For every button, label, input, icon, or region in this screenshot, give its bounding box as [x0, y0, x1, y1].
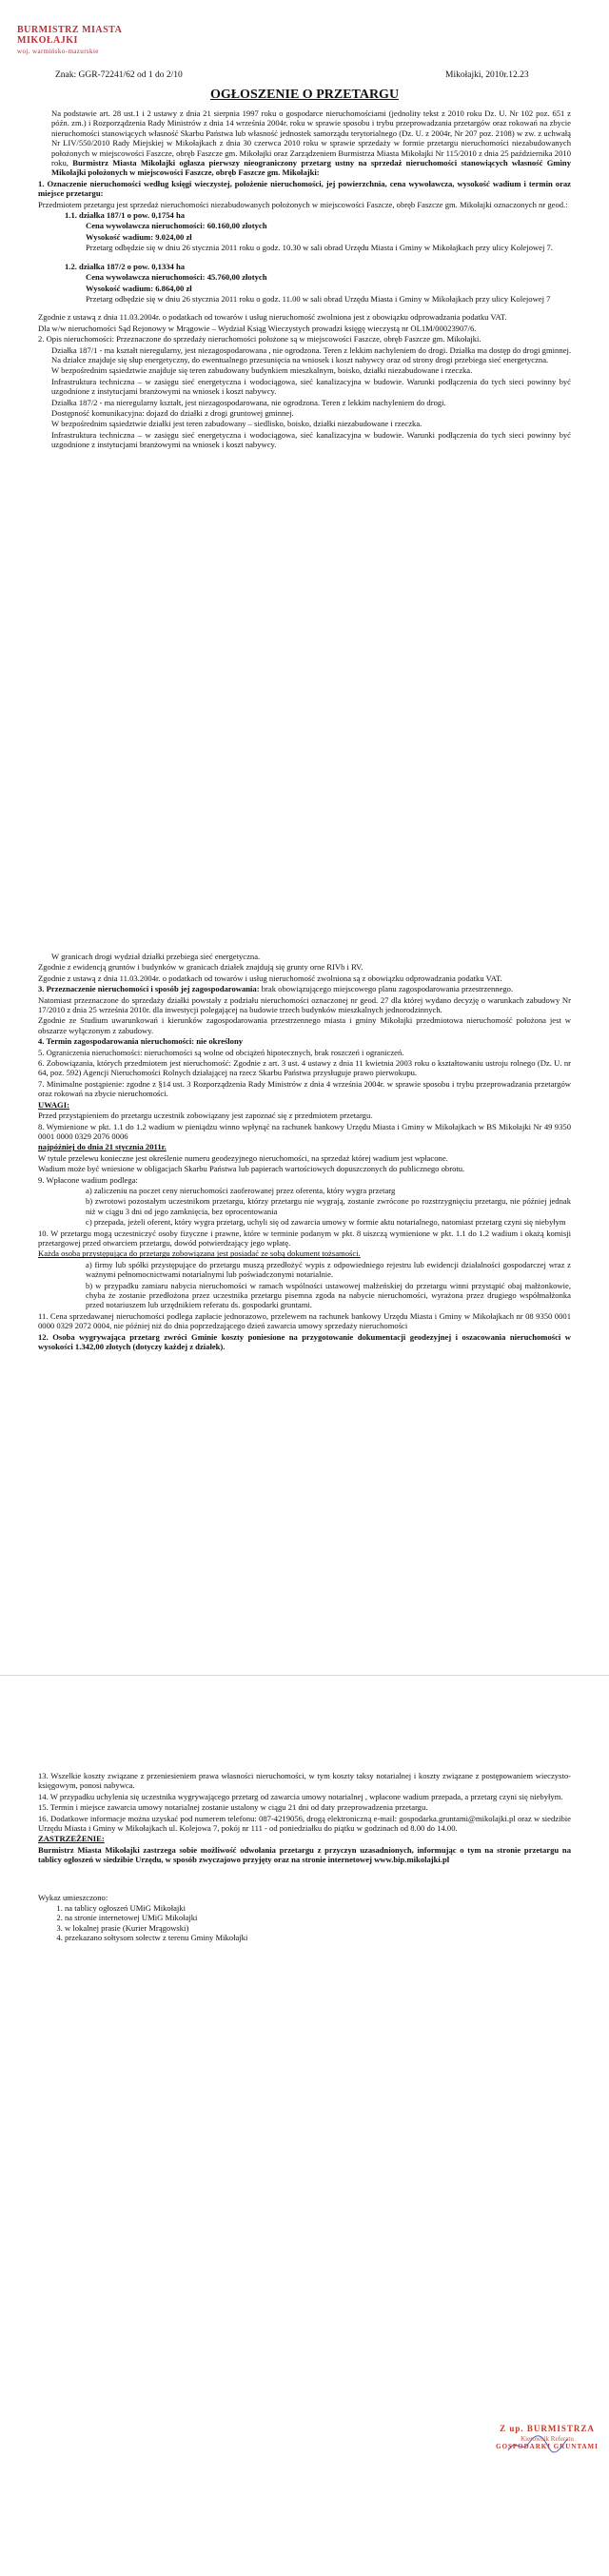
mayor-header-stamp: [17, 25, 141, 55]
reference-number: Znak: GGR-72241/62 od 1 do 2/10: [55, 70, 183, 80]
parcel-1-wadium: Wysokość wadium: 9.024,00 zł: [86, 231, 192, 242]
parcel-2-wadium: Wysokość wadium: 6.864,00 zł: [86, 283, 192, 293]
bond-note: Wadium może być wniesione w obligacjach Skarbu Państwa lub papierach wartościowych dopuszczonych do publicznego obrotu.: [38, 1164, 465, 1174]
stamp-line-2: woj. warmińsko-mazurskie: [17, 48, 99, 55]
remarks-heading: UWAGI:: [38, 1099, 69, 1110]
intro-paragraph: Na podstawie art. 28 ust.1 i 2 ustawy z dnia 21 sierpnia 1997 roku o gospodarce nieruchomościami (jednolity tekst z 2010 roku Dz. U. Nr 102 poz. 651 z późn. zm.) i Rozporządzenia Rady Ministrów z dnia 14 września 2004r. roku w sprawie sposobu i trybu przeprowadzania przetargów oraz rokowań na zbycie nieruchomości stanowiących własność Skarbu Państwa lub własność jednostek samorządu terytorialnego (Dz. U. z 2004r, Nr 207 poz. 2108) w zw. z uchwałą Nr LIV/550/2010 Rady Miejskiej w Mikołajkach z dnia 30 czerwca 2010 roku w sprawie sprzedaży w formie przetargu nieruchomości niezabudowanych położonych w miejscowości Faszcze, obręb Faszcze gm. Mikołajki oraz Zarządzeniem Burmistrza Miasta Mikołajki Nr 115/2010 z dnia 25 października 2010 roku, Burmistrz Miasta Mikołajki ogłasza pierwszy nieograniczony przetarg ustny na sprzedaż nieruchomości stanowiących własność Gminy Mikołajki położonych w miejscowości Faszcze, obręb Faszcze gm. Mikołajki:: [51, 108, 571, 178]
spacer: [38, 1879, 571, 1893]
document-date: Mikołajki, 2010r.12.23: [445, 70, 529, 80]
stamp-line-1: BURMISTRZ MIASTA MIKOŁAJKI: [17, 25, 122, 46]
stamp-line-3: GOSPODARKI GRUNTAMI: [496, 2443, 599, 2450]
spacer: [38, 1866, 571, 1879]
parcel-1-title: 1.1. działka 187/1 o pow. 0,1754 ha: [65, 210, 186, 221]
section-2-heading: 2. Opis nieruchomości: Przeznaczone do sprzedaży nieruchomości położone są w miejscowości Faszcze, obręb Faszcze gm. Mikołajki.: [38, 334, 481, 344]
parcel-2-neighbourhood: W bezpośrednim sąsiedztwie działki jest teren zabudowany – siedlisko, boisko, działki niezabudowane i rzeczka.: [51, 419, 422, 429]
section-9-a: a) zaliczeniu na poczet ceny nieruchomości zaoferowanej przez oferenta, który wygra przetarg: [86, 1185, 396, 1195]
identity-document-note: Każda osoba przystępująca do przetargu zobowiązana jest posiadać ze sobą dokument tożsamości.: [38, 1249, 361, 1259]
parcel-2-term: Przetarg odbędzie się w dniu 26 stycznia 2011 roku o godz. 11.00 w sali obrad Urzędu Miasta i Gminy w Mikołajkach przy ulicy Kolejowej 7: [86, 293, 551, 304]
section-3-detail: Natomiast przeznaczone do sprzedaży działki powstały z podziału nieruchomości oznaczonej nr geod. 27 dla której wydano decyzję o warunkach zabudowy Nr 17/2010 z dnia 25 września 2010r. dla inwestycji polegającej na budowie trzech budynków mieszkalnych jednorodzinnych.: [38, 994, 571, 1015]
parcel-1-description: Działka 187/1 - ma kształt nieregularny, jest niezagospodarowana , nie ogrodzona. Teren z lekkim nachyleniem do drogi. Działka ma dostęp do drogi gminnej. Na działce znajduje się słup energetyczny, do ewentualnego przesunięcia na wniosek i koszt nabywcy oraz od strony drogi przebiega sieć energetyczna.: [51, 344, 571, 364]
transfer-title-note: W tytule przelewu konieczne jest określenie numeru geodezyjnego nieruchomości, na sprzedaż której wadium jest wpłacone.: [38, 1152, 448, 1163]
placement-list: [38, 1903, 571, 1943]
section-15: 15. Termin i miejsce zawarcia umowy notarialnej zostanie ustalony w ciągu 21 dni od daty przeprowadzenia przetargu.: [38, 1802, 428, 1813]
parcel-2-infrastructure: Infrastruktura techniczna – w zasięgu sieć energetyczna i wodociągowa, sieć kanalizacyjna w budowie. Warunki podłączenia do tych sieci powinny być uzgodnione z instytucjami branżowymi na wniosek i koszt nabywcy.: [51, 429, 571, 450]
land-class-note: Zgodnie z ewidencją gruntów i budynków w granicach działek znajdują się grunty orne RIVb i RV.: [38, 962, 363, 973]
vat-note: Zgodnie z ustawą z dnia 11.03.2004r. o podatkach od towarów i usług nieruchomość zwolniona jest z obowiązku odprowadzania podatku VAT.: [38, 312, 507, 323]
parcel-1-neighbourhood: W bezpośrednim sąsiedztwie znajduje się teren zabudowany budynkiem mieszkalnym, boisko, działki niezabudowane i rzeczka.: [51, 365, 473, 376]
section-3: 3. Przeznaczenie nieruchomości i sposób jej zagospodarowania: brak obowiązującego miejscowego planu zagospodarowania przestrzennego.: [38, 984, 514, 994]
stamp-line-1: Z up. BURMISTRZA: [500, 2424, 595, 2433]
section-10-a: a) firmy lub spółki przystępujące do przetargu muszą przedłożyć wypis z odpowiedniego rejestru lub ewidencji działalności gospodarczej wraz z ważnymi pełnomocnictwami notarialnymi lub poświadczonymi notarialnie.: [86, 1259, 571, 1280]
section-10: 10. W przetargu mogą uczestniczyć osoby fizyczne i prawne, które w terminie podanym w pkt. 8 uiszczą wymienione w pkt. 1.1 do 1.2 wadium i okażą komisji przetargowej przed otwarciem przetargu, dowód potwierdzający jego wpłatę.: [38, 1228, 571, 1248]
land-register-note: Dla w/w nieruchomości Sąd Rejonowy w Mrągowie – Wydział Ksiąg Wieczystych prowadzi księgę wieczystą nr OL1M/00023907/6.: [38, 323, 477, 333]
handwritten-signature: [504, 2429, 571, 2458]
power-line-note: W granicach drogi wydział działki przebiega sieć energetyczna.: [51, 952, 261, 961]
section-3-study: Zgodnie ze Studium uwarunkowań i kierunków zagospodarowania przestrzennego miasta i gminy Mikołajki przedmiotowa nieruchomość położona jest w obszarze wyłączonym z zabudowy.: [38, 1015, 571, 1035]
section-intro: [38, 108, 571, 451]
section-10-b: b) w przypadku zamiaru nabycia nieruchomości w ramach wspólności ustawowej małżeńskiej do przetargu winni przystąpić obaj małżonkowie, chyba że zostanie przedłożona przez uczestnika przetargu pisemna zgoda na nabycie nieruchomości, wyrażona przez drugiego współmałżonka przed notariuszem lub urzędnikiem referatu ds. gospodarki gruntami.: [86, 1280, 571, 1310]
section-8: 8. Wymienione w pkt. 1.1 do 1.2 wadium w pieniądzu winno wpłynąć na rachunek bankowy Urzędu Miasta i Gminy w Mikołajkach w BS Mikołajki Nr 49 9350 0001 0000 0329 2076 0006: [38, 1121, 571, 1141]
placement-heading: Wykaz umieszczono:: [38, 1892, 108, 1902]
section-16: 16. Dodatkowe informacje można uzyskać pod numerem telefonu: 087-4219056, drogą elektroniczną e-mail: gospodarka.gruntami@mikolajki.pl oraz w siedzibie Urzędu Miasta i Gminy w Mikołajkach ul. Kolejowa 7, pokój nr 111 - od poniedziałku do piątku w godzinach od 8.00 do 14.00.: [38, 1813, 571, 1834]
document-title: OGŁOSZENIE O PRZETARGU: [209, 88, 400, 102]
parcel-2-access: Dostępność komunikacyjna: dojazd do działki z drogi gruntowej gminnej.: [51, 407, 294, 418]
spacer: [38, 254, 571, 262]
section-1-text: Przedmiotem przetargu jest sprzedaż nieruchomości niezabudowanych położonych w miejscowości Faszcze, obręb Faszcze gm. Mikołajki oznaczonych nr geod.:: [38, 199, 568, 209]
parcel-1-price: Cena wywoławcza nieruchomości: 60.160,00 złotych: [86, 221, 267, 231]
list-item: 3. w lokalnej prasie (Kurier Mrągowski): [65, 1923, 571, 1933]
section-11: 11. Cena sprzedawanej nieruchomości podlega zapłacie jednorazowo, przelewem na rachunek bankowy Urzędu Miasta i Gminy w Mikołajkach nr 08 9350 0001 0000 0329 2072 0004, nie później niż do dnia poprzedzającego dzień zawarcia umowy sprzedaży nieruchomości: [38, 1310, 571, 1331]
spacer: [38, 305, 571, 312]
section-9: 9. Wpłacone wadium podlega:: [38, 1174, 138, 1185]
section-6: 6. Zobowiązania, których przedmiotem jest nieruchomość: Zgodnie z art. 3 ust. 4 ustawy z dnia 11 kwietnia 2003 roku o kształtowaniu ustroju rolnego (Dz. U. nr 64, poz. 592) Agencji Nieruchomości Rolnych działającej na rzecz Skarbu Państwa przysługuje prawo pierwokupu.: [38, 1058, 571, 1078]
list-item: 4. przekazano sołtysom sołectw z terenu Gminy Mikołajki: [65, 1933, 571, 1942]
remarks-text: Przed przystąpieniem do przetargu uczestnik zobowiązany jest zapoznać się z przedmiotem przetargu.: [38, 1111, 373, 1121]
section-1-heading: 1. Oznaczenie nieruchomości według księgi wieczystej, położenie nieruchomości, jej powierzchnia, cena wywoławcza, wysokość wadium i termin oraz miejsce przetargu:: [38, 178, 571, 199]
vat-note-2: Zgodnie z ustawą z dnia 11.03.2004r. o podatkach od towarów i usług nieruchomość zwolniona są z obowiązku odprowadzania podatku VAT.: [38, 973, 502, 983]
section-9-b: b) zwrotowi pozostałym uczestnikom przetargu, którzy przetargu nie wygrają, zostanie zwrócone po rozstrzygnięciu przetargu, nie później jednak niż w ciągu 3 dni od jego zamknięcia, bez oprocentowania: [86, 1196, 571, 1216]
list-item: 2. na stronie internetowej UMiG Mikołajki: [65, 1913, 571, 1922]
section-14: 14. W przypadku uchylenia się uczestnika wygrywającego przetarg od zawarcia umowy notarialnej , wpłacone wadium przepada, a przetarg czyni się niebyłym.: [38, 1791, 563, 1801]
section-4: 4. Termin zagospodarowania nieruchomości: nie określony: [38, 1036, 244, 1047]
section-closing: [38, 1771, 571, 1943]
reservation-text: Burmistrz Miasta Mikołajki zastrzega sobie możliwość odwołania przetargu z przyczyn uzasadnionych, informując o tym na stronie przetargu na tablicy ogłoszeń w siedzibie Urzędu, w sposób zwyczajowo przyjęty oraz na stronie internetowej www.bip.mikolajki.pl: [38, 1844, 571, 1865]
section-5: 5. Ograniczenia nieruchomości: nieruchomości są wolne od obciążeń hipotecznych, brak roszczeń i ograniczeń.: [38, 1047, 404, 1057]
parcel-2-description: Działka 187/2 - ma nieregularny kształt, jest niezagospodarowana, nie ogrodzona. Teren z lekkim nachyleniem do drogi.: [51, 397, 446, 407]
reservation-heading: ZASTRZEŻENIE:: [38, 1834, 105, 1844]
section-13: 13. Wszelkie koszty związane z przeniesieniem prawa własności nieruchomości, w tym koszty taksy notarialnej i koszty związane z postępowaniem wieczysto-księgowym, ponosi nabywca.: [38, 1771, 571, 1791]
parcel-1-term: Przetarg odbędzie się w dniu 26 stycznia 2011 roku o godz. 10.30 w sali obrad Urzędu Miasta i Gminy w Mikołajkach przy ulicy Kolejowej 7.: [86, 243, 553, 253]
list-item: 1. na tablicy ogłoszeń UMiG Mikołajki: [65, 1903, 571, 1913]
wadium-deadline: najpóźniej do dnia 21 stycznia 2011r.: [38, 1142, 167, 1152]
section-7: 7. Minimalne postąpienie: zgodne z §14 ust. 3 Rozporządzenia Rady Ministrów z dnia 4 września 2004r. w sprawie sposobu i trybu przeprowadzania przetargów oraz rokowań na zbycie nieruchomości.: [38, 1078, 571, 1099]
stamp-line-2: Kierownik Referatu: [521, 2435, 574, 2443]
parcel-2-title: 1.2. działka 187/2 o pow. 0,1334 ha: [65, 261, 186, 271]
parcel-1-infrastructure: Infrastruktura techniczna – w zasięgu sieć energetyczna i wodociągowa, sieć kanalizacyjna w budowie. Warunki podłączenia do tych sieci powinny być uzgodnione z instytucjami branżowymi na wniosek i koszt nabywcy.: [51, 376, 571, 397]
parcel-2-price: Cena wywoławcza nieruchomości: 45.760,00 złotych: [86, 272, 267, 283]
section-9-c: c) przepada, jeżeli oferent, który wygra przetarg, uchyli się od zawarcia umowy w formie aktu notarialnego, natomiast przetarg czyni się niebyłym: [86, 1217, 566, 1228]
section-12: 12. Osoba wygrywająca przetarg zwróci Gminie koszty poniesione na przygotowanie dokumentacji geodezyjnej i oszacowania nieruchomości w wysokości 1.342,00 złotych (dotyczy każdej z działek).: [38, 1331, 571, 1352]
section-terms: [38, 952, 571, 1352]
